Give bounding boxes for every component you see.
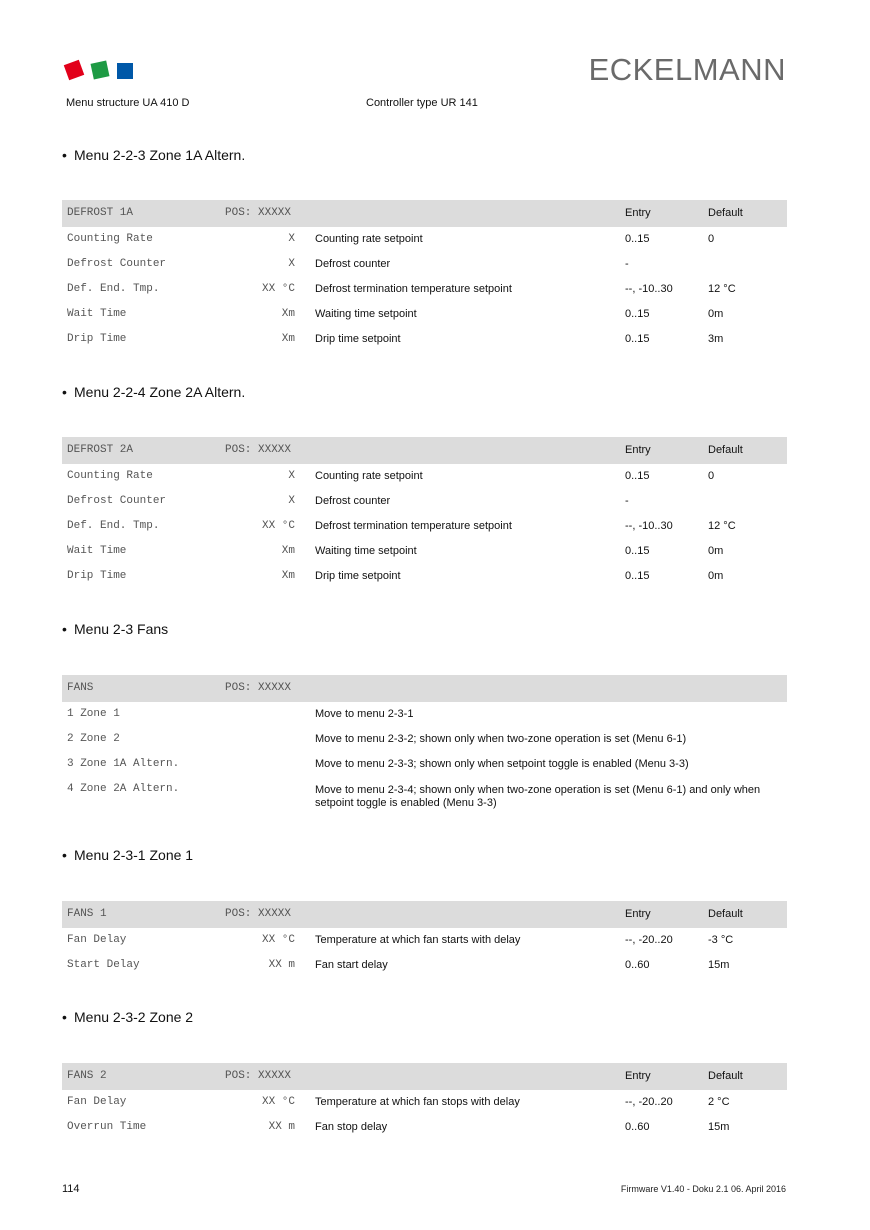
table-header-row — [62, 437, 787, 464]
section-title: • Menu 2-2-4 Zone 2A Altern. — [62, 384, 246, 400]
param-value: Xm — [281, 570, 295, 582]
table-row — [62, 752, 787, 777]
menu-table — [62, 1063, 787, 1140]
param-entry: 0..15 — [625, 333, 650, 345]
menu-pos: POS: XXXXX — [225, 207, 292, 219]
bullet-icon: • — [62, 1009, 67, 1025]
param-name: Wait Time — [67, 308, 127, 320]
table-row — [62, 327, 787, 352]
param-entry: --, -10..30 — [625, 520, 673, 532]
param-entry: 0..15 — [625, 308, 650, 320]
table-row — [62, 1090, 787, 1115]
default-header: Default — [708, 444, 743, 456]
param-desc: Defrost counter — [315, 258, 391, 270]
default-header: Default — [708, 1070, 743, 1082]
param-desc: Defrost termination temperature setpoint — [315, 283, 512, 295]
param-entry: 0..15 — [625, 570, 650, 582]
param-default: 0 — [708, 470, 715, 482]
param-desc: Move to menu 2-3-2; shown only when two-zone operation is set (Menu 6-1) — [315, 733, 687, 745]
brand-wordmark: ECKELMANN — [588, 52, 786, 87]
table-row — [62, 953, 787, 978]
table-row — [62, 277, 787, 302]
entry-header: Entry — [625, 444, 651, 456]
param-entry: 0..15 — [625, 470, 650, 482]
param-name: Defrost Counter — [67, 258, 167, 270]
table-row — [62, 464, 787, 489]
param-name: Def. End. Tmp. — [67, 283, 160, 295]
param-desc: Counting rate setpoint — [315, 470, 423, 482]
param-value: XX m — [268, 1121, 295, 1133]
table-row — [62, 928, 787, 953]
section-title: • Menu 2-2-3 Zone 1A Altern. — [62, 147, 246, 163]
section-title: • Menu 2-3-2 Zone 2 — [62, 1009, 194, 1025]
param-default: 3m — [708, 333, 724, 345]
submenu-item: 3 Zone 1A Altern. — [67, 758, 180, 770]
footer-firmware-info: Firmware V1.40 - Doku 2.1 06. April 2016 — [620, 1184, 786, 1194]
default-header: Default — [708, 207, 743, 219]
table-row — [62, 727, 787, 752]
menu-pos: POS: XXXXX — [225, 908, 292, 920]
param-name: Counting Rate — [67, 470, 153, 482]
param-desc: Temperature at which fan stops with delay — [315, 1096, 520, 1108]
param-value: Xm — [281, 545, 295, 557]
param-name: Fan Delay — [67, 934, 127, 946]
param-value: Xm — [281, 333, 295, 345]
param-entry: - — [625, 495, 629, 507]
menu-pos: POS: XXXXX — [225, 1070, 292, 1082]
param-entry: 0..60 — [625, 959, 650, 971]
param-value: Xm — [281, 308, 295, 320]
menu-table — [62, 200, 787, 352]
menu-pos: POS: XXXXX — [225, 682, 292, 694]
menu-name: FANS — [67, 682, 94, 694]
table-row — [62, 564, 787, 589]
table-row — [62, 252, 787, 277]
param-entry: 0..15 — [625, 233, 650, 245]
bullet-icon: • — [62, 147, 67, 163]
param-default: 12 °C — [708, 283, 736, 295]
table-header-row — [62, 200, 787, 227]
param-name: Def. End. Tmp. — [67, 520, 160, 532]
param-name: Drip Time — [67, 333, 127, 345]
param-entry: --, -20..20 — [625, 934, 673, 946]
param-entry: 0..15 — [625, 545, 650, 557]
submenu-item: 1 Zone 1 — [67, 708, 120, 720]
eckelmann-logo-icon — [63, 59, 135, 83]
table-header-row — [62, 675, 787, 702]
menu-name: FANS 1 — [67, 908, 107, 920]
param-value: XX °C — [261, 283, 295, 295]
page-number: 114 — [62, 1183, 80, 1195]
param-default: 0m — [708, 308, 724, 320]
param-desc: Drip time setpoint — [315, 333, 401, 345]
param-entry: --, -10..30 — [625, 283, 673, 295]
table-row — [62, 539, 787, 564]
section-title: • Menu 2-3-1 Zone 1 — [62, 847, 194, 863]
param-desc: Defrost counter — [315, 495, 391, 507]
param-value: XX °C — [261, 934, 295, 946]
param-desc: Waiting time setpoint — [315, 308, 417, 320]
default-header: Default — [708, 908, 743, 920]
param-value: X — [288, 233, 295, 245]
param-value: XX °C — [261, 520, 295, 532]
table-row — [62, 489, 787, 514]
param-default: 0 — [708, 233, 715, 245]
param-desc: Drip time setpoint — [315, 570, 401, 582]
table-row — [62, 1115, 787, 1140]
bullet-icon: • — [62, 847, 67, 863]
menu-name: DEFROST 2A — [67, 444, 134, 456]
submenu-item: 4 Zone 2A Altern. — [67, 783, 180, 795]
entry-header: Entry — [625, 207, 651, 219]
param-entry: - — [625, 258, 629, 270]
menu-pos: POS: XXXXX — [225, 444, 292, 456]
table-header-row — [62, 1063, 787, 1090]
param-default: 2 °C — [708, 1096, 730, 1108]
section-title: • Menu 2-3 Fans — [62, 621, 169, 637]
param-desc: Temperature at which fan starts with delay — [315, 934, 521, 946]
table-header-row — [62, 901, 787, 928]
param-desc: Waiting time setpoint — [315, 545, 417, 557]
param-desc: Move to menu 2-3-4; shown only when two-zone operation is set (Menu 6-1) and only when setpoint toggle is enabled (Menu 3-3) — [315, 784, 761, 809]
param-desc: Counting rate setpoint — [315, 233, 423, 245]
entry-header: Entry — [625, 908, 651, 920]
menu-name: DEFROST 1A — [67, 207, 134, 219]
param-desc: Defrost termination temperature setpoint — [315, 520, 512, 532]
table-row — [62, 777, 787, 817]
param-desc: Move to menu 2-3-3; shown only when setpoint toggle is enabled (Menu 3-3) — [315, 758, 689, 770]
header-document-title: Menu structure UA 410 D — [66, 97, 190, 109]
menu-table — [62, 437, 787, 589]
param-value: XX °C — [261, 1096, 295, 1108]
bullet-icon: • — [62, 384, 67, 400]
param-desc: Move to menu 2-3-1 — [315, 708, 414, 720]
table-row — [62, 702, 787, 727]
header-controller-type: Controller type UR 141 — [366, 97, 478, 109]
param-desc: Fan stop delay — [315, 1121, 388, 1133]
param-value: XX m — [268, 959, 295, 971]
param-default: 15m — [708, 959, 730, 971]
param-name: Drip Time — [67, 570, 127, 582]
table-row — [62, 514, 787, 539]
param-name: Counting Rate — [67, 233, 153, 245]
bullet-icon: • — [62, 621, 67, 637]
param-value: X — [288, 495, 295, 507]
entry-header: Entry — [625, 1070, 651, 1082]
param-value: X — [288, 470, 295, 482]
menu-table — [62, 675, 787, 817]
table-row — [62, 227, 787, 252]
param-name: Start Delay — [67, 959, 140, 971]
param-default: 15m — [708, 1121, 730, 1133]
menu-table — [62, 901, 787, 978]
submenu-item: 2 Zone 2 — [67, 733, 120, 745]
param-name: Wait Time — [67, 545, 127, 557]
param-default: 12 °C — [708, 520, 736, 532]
param-default: 0m — [708, 545, 724, 557]
param-name: Overrun Time — [67, 1121, 147, 1133]
menu-name: FANS 2 — [67, 1070, 107, 1082]
param-name: Fan Delay — [67, 1096, 127, 1108]
param-desc: Fan start delay — [315, 959, 388, 971]
param-value: X — [288, 258, 295, 270]
param-entry: --, -20..20 — [625, 1096, 673, 1108]
param-name: Defrost Counter — [67, 495, 167, 507]
param-default: 0m — [708, 570, 724, 582]
param-entry: 0..60 — [625, 1121, 650, 1133]
param-default: -3 °C — [708, 934, 734, 946]
table-row — [62, 302, 787, 327]
